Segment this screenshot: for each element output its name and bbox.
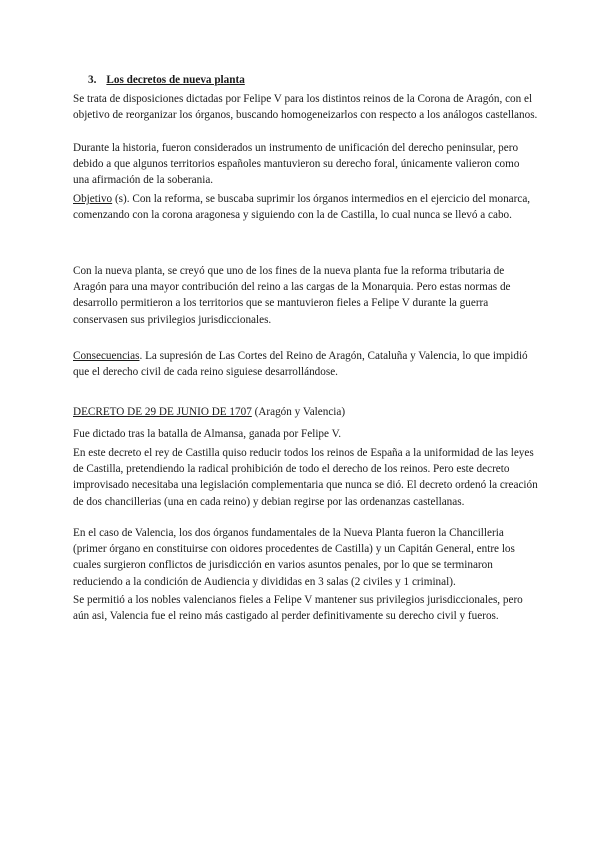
- paragraph-history: Durante la historia, fueron considerados un instrumento de unificación del derecho peninsular, pero debido a que algunos territorios españoles mantuvieron su derecho foral, únicamente valieron como una afirmación de la soberania.: [73, 142, 520, 187]
- decree-region: (Aragón y Valencia): [251, 406, 346, 418]
- paragraph-nobles: Se permitió a los nobles valencianos fieles a Felipe V mantener sus privilegios jurisdiccionales, pero aún asi, Valencia fue el reino más castigado al perder definitivamente su derecho civil y fueros.: [73, 594, 523, 623]
- paragraph-decree-castilla: En este decreto el rey de Castilla quiso reducir todos los reinos de España a la uniformidad de las leyes de Castilla, pretendiendo la radical prohibición de todo el derecho de los reinos. Pero este decreto improvisado necesitaba una legislación complementaria que nunca se dió. El decreto ordenó la creación de dos chancillerias (una en cada reino) y debian regirse por las ordenanzas castellanas.: [73, 447, 538, 508]
- paragraph-objective: [73, 191, 538, 223]
- objective-label: Objetivo: [73, 193, 113, 205]
- section-heading: [88, 72, 245, 88]
- paragraph-valencia: En el caso de Valencia, los dos órganos fundamentales de la Nueva Planta fueron la Chancilleria (primer órgano en constituirse con oidores procedentes de Castilla) y un Capitán General, entre los cuales surgieron conflictos de jurisdicción en varios asuntos penales, por lo que se terminaron reduciendo a la condición de Audiencia y divididas en 3 salas (2 civiles y 1 criminal).: [73, 527, 515, 588]
- decree-heading: [73, 404, 538, 420]
- consequences-label: Consecuencias: [73, 350, 140, 362]
- objective-text: (s). Con la reforma, se buscaba suprimir los órganos intermedios en el ejercicio del monarca, comenzando con la corona aragonesa y siguiendo con la de Castilla, lo cual nunca se llevó a cabo.: [73, 193, 531, 222]
- paragraph-almansa: Fue dictado tras la batalla de Almansa, ganada por Felipe V.: [73, 428, 342, 440]
- paragraph-intro: Se trata de disposiciones dictadas por Felipe V para los distintos reinos de la Corona de Aragón, con el objetivo de reorganizar los órganos, buscando homogeneizarlos con respecto a los análogos castellanos.: [73, 93, 538, 122]
- section-title: Los decretos de nueva planta: [106, 74, 245, 86]
- decree-label: DECRETO DE 29 DE JUNIO DE 1707: [73, 406, 252, 418]
- section-number: 3.: [88, 74, 97, 86]
- paragraph-nueva-planta: Con la nueva planta, se creyó que uno de los fines de la nueva planta fue la reforma tributaria de Aragón para una mayor contribución del reino a las cargas de la Monarquia. Pero estas normas de desarrollo permitieron a los territorios que se mantuvieron fieles a Felipe V durante la guerra conservasen sus privilegios jurisdiccionales.: [73, 265, 511, 326]
- consequences-text: . La supresión de Las Cortes del Reino de Aragón, Cataluña y Valencia, lo que impidió que el derecho civil de cada reino siguiese desarrollándose.: [73, 350, 528, 379]
- paragraph-consequences: [73, 348, 538, 380]
